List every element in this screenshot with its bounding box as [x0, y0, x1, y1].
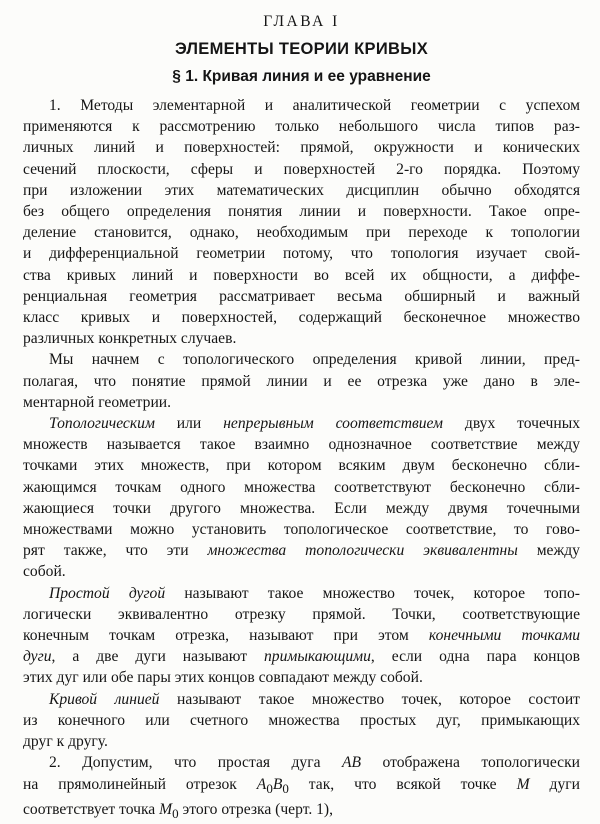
paragraph-4: [23, 583, 580, 689]
text-line: множествами можно установить топологическое соответствие, то гово-: [23, 521, 580, 539]
text-line: Мы начнем с топологического определения кривой линии, пред-: [49, 351, 580, 369]
text-line: ства кривых линий и поверхности во всей их общности, а диффе-: [23, 266, 580, 284]
paragraph-5: [23, 689, 580, 753]
math-b0: B: [272, 775, 283, 793]
math-arc-ab: AB: [341, 754, 362, 772]
text-line: личных линий и поверхностей: прямой, окружности и конических: [23, 139, 580, 157]
text-line: логически эквивалентно отрезку прямой. Точки, соответствующие: [23, 605, 580, 623]
term-curve: Кривой линией: [49, 690, 160, 708]
text-line: из конечного или счетного множества простых дуг, примыкающих: [23, 711, 580, 729]
text-line: и дифференциальной геометрии потому, что топология изучает свой-: [23, 245, 580, 263]
term-topologically-equivalent: множества топологически эквивалентны: [207, 542, 518, 560]
text-line: класс кривых и поверхностей, содержащий бесконечное множество: [23, 309, 580, 327]
text-line: без общего определения понятия линии и поверхности. Такое опре-: [23, 203, 580, 221]
math-m: M: [516, 775, 530, 793]
text-line: соответствует точка $M_0$ этого отрезка (черт. 1),: [23, 800, 334, 821]
text-line: этих дуг или обе пары этих концов совпадают между собой.: [23, 669, 423, 687]
text-line: рят также, что эти множества топологически эквивалентны между: [23, 542, 580, 560]
text-line: Кривой линией называют такое множество точек, которое состоит: [49, 690, 580, 708]
paragraph-6: [23, 752, 580, 824]
text-line: ренциальная геометрия рассматривает весьма обширный и важный: [23, 287, 580, 305]
term-endpoints: конечными точками: [428, 627, 580, 645]
text-line: различных конкретных случаев.: [23, 330, 237, 348]
term-arcs: дуги: [23, 648, 52, 666]
text-line: собой.: [23, 563, 66, 581]
chapter-label: ГЛАВА I: [263, 13, 340, 30]
text-line: ментарной геометрии.: [23, 393, 172, 411]
text-line: множеств называется такое взаимно однозначное соответствие между: [23, 436, 580, 454]
text-line: полагая, что понятие прямой линии и ее отрезка уже дано в эле-: [23, 372, 580, 390]
text-line: жающиеся точки другого множества. Если между двумя точечными: [23, 499, 580, 517]
term-continuous-correspondence: непрерывным соответствием: [223, 415, 443, 433]
term-adjacent: примыкающими: [263, 648, 371, 666]
text-line: деление становится, однако, необходимым при переходе к топологии: [23, 224, 580, 242]
text-line: на прямолинейный отрезок $A_0B_0$ так, что всякой точке M дуги: [23, 775, 580, 796]
text-line: Топологическим или непрерывным соответствием двух точечных: [49, 415, 580, 433]
text-line: применяются к рассмотрению только небольшого числа типов раз-: [23, 118, 580, 136]
text-line: 2. Допустим, что простая дуга AB отображена топологически: [49, 754, 580, 772]
text-line: конечным точкам отрезка, называют при этом конечными точками: [23, 627, 580, 645]
paragraph-3: [23, 413, 580, 583]
text-line: точками этих множеств, при котором всяким двум бесконечно сбли-: [23, 457, 580, 475]
math-a0: A: [256, 775, 267, 793]
text-line: Простой дугой называют такое множество точек, которое топо-: [49, 584, 580, 602]
section-title: § 1. Кривая линия и ее уравнение: [172, 68, 431, 85]
text-line: 1. Методы элементарной и аналитической геометрии с успехом: [49, 97, 580, 114]
term-topological: Топологическим: [49, 415, 155, 433]
text-line: при изложении этих математических дисциплин обычно обходятся: [23, 181, 580, 199]
term-simple-arc: Простой дугой: [49, 584, 166, 602]
paragraph-2: [23, 349, 580, 413]
text-line: сечений плоскости, сферы и поверхностей 2-го порядка. Поэтому: [23, 160, 580, 178]
text-line: друг к другу.: [23, 733, 108, 751]
math-m0: M: [159, 800, 173, 818]
text-line: жающимся точкам одного множества соответствуют бесконечно сбли-: [23, 478, 580, 496]
chapter-title: ЭЛЕМЕНТЫ ТЕОРИИ КРИВЫХ: [174, 40, 428, 58]
text-line: дуги, а две дуги называют примыкающими, если одна пара концов: [23, 648, 580, 666]
paragraph-1: [23, 95, 580, 349]
